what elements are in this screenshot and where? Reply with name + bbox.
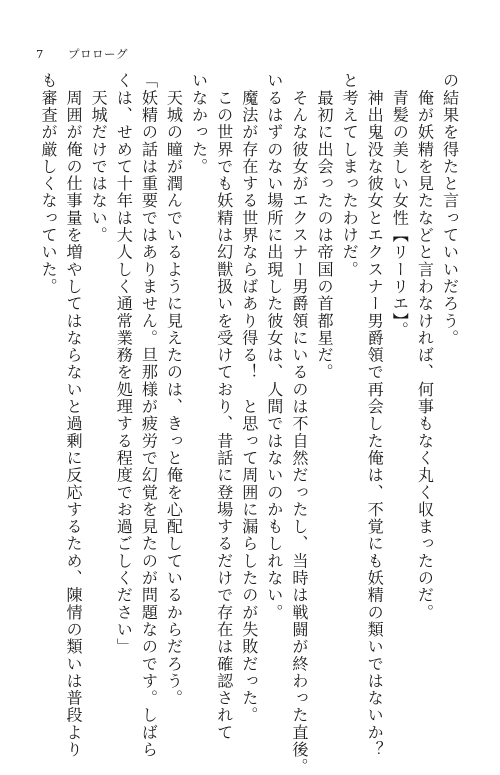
chapter-title: プロローグ <box>67 47 128 61</box>
text-line: も審査が厳しくなっていた。 <box>38 72 58 295</box>
text-line: 魔法が存在する世界ならばあり得る！ と思って周囲に漏らしたのが失敗だった。 <box>239 72 259 724</box>
text-line: 周囲が俺の仕事量を増やしてはならないと過剰に反応するため、陳情の類いは普段より <box>63 72 83 758</box>
text-line: 俺が妖精を見たなどと言わなければ、何事もなく丸く収まったのだ。 <box>414 72 434 621</box>
text-line: 最初に出会ったのは帝国の首都星だ。 <box>314 72 334 381</box>
page-number: 7 <box>36 47 44 61</box>
text-line: いるはずのない場所に出現した彼女は、人間ではないのかもしれない。 <box>264 72 284 621</box>
text-line: 天城の瞳が潤んでいるように見えたのは、きっと俺を心配しているからだろう。 <box>163 72 183 707</box>
text-line: と考えてしまったわけだ。 <box>339 72 359 278</box>
text-line: 「妖精の話は重要ではありません。旦那様が疲労で幻覚を見たのが問題なのです。しばら <box>138 72 158 758</box>
text-line: この世界でも妖精は幻獣扱いを受けており、昔話に登場するだけで存在は確認されて <box>214 72 234 741</box>
text-line: そんな彼女がエクスナー男爵領にいるのは不自然だったし、当時は戦闘が終わった直後。 <box>289 72 309 775</box>
text-line: 青髪の美しい女性【リーリエ】。 <box>389 72 409 339</box>
text-line: の結果を得たと言っていいだろう。 <box>440 72 459 347</box>
text-line: いなかった。 <box>189 72 209 175</box>
text-line: 神出鬼没な彼女とエクスナー男爵領で再会した俺は、不覚にも妖精の類いではないか？ <box>364 72 384 758</box>
text-line: くは、せめて十年は大人しく通常業務を処理する程度でお過ごしください」 <box>113 72 133 656</box>
text-line: 天城だけではない。 <box>88 72 108 244</box>
body-text <box>35 72 462 775</box>
running-header <box>36 46 128 62</box>
